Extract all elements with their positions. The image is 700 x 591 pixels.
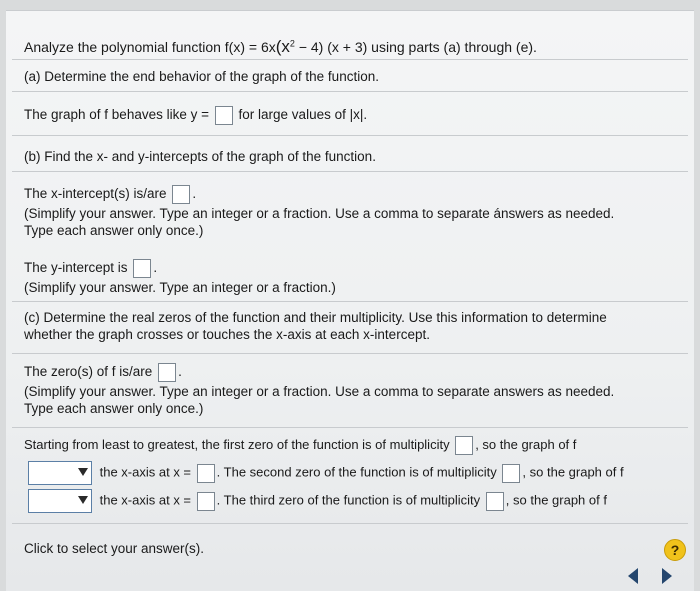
- divider: [12, 523, 688, 524]
- part-a-sentence: The graph of f behaves like y = for large values of |x|.: [24, 106, 367, 125]
- part-b-label: (b) Find the x- and y-intercepts of the graph of the function.: [24, 149, 376, 164]
- question-header: Analyze the polynomial function $f(x) = 6x(x^2 - 4) (x + 3)$ using parts (a) through (e).: [24, 37, 537, 56]
- end-behavior-input[interactable]: [215, 106, 233, 125]
- zeros-sentence: The zero(s) of f is/are .: [24, 363, 182, 382]
- multiplicity-line-1: Starting from least to greatest, the first zero of the function is of multiplicity , so the graph of f: [24, 436, 576, 455]
- third-multiplicity-input[interactable]: [486, 492, 504, 511]
- next-arrow-icon[interactable]: [662, 568, 672, 584]
- second-zero-behavior-select[interactable]: [28, 489, 92, 513]
- first-multiplicity-input[interactable]: [455, 436, 473, 455]
- zeros-note: (Simplify your answer. Type an integer or a fraction. Use a comma to separate answers as needed. Type each answer only once.): [24, 384, 615, 416]
- second-zero-input[interactable]: [197, 492, 215, 511]
- x-intercept-note: (Simplify your answer. Type an integer or a fraction. Use a comma to separate ánswers as needed. Type each answer only once.): [24, 206, 615, 238]
- help-icon[interactable]: ?: [664, 539, 686, 561]
- first-zero-behavior-select[interactable]: [28, 461, 92, 485]
- divider: [12, 91, 688, 92]
- y-intercept-sentence: The y-intercept is .: [24, 259, 157, 278]
- zeros-input[interactable]: [158, 363, 176, 382]
- first-zero-input[interactable]: [197, 464, 215, 483]
- second-multiplicity-input[interactable]: [502, 464, 520, 483]
- y-intercept-note: (Simplify your answer. Type an integer or a fraction.): [24, 280, 336, 295]
- x-intercept-sentence: The x-intercept(s) is/are .: [24, 185, 196, 204]
- multiplicity-line-3: the x-axis at x = . The third zero of the function is of multiplicity , so the graph of f: [28, 489, 607, 513]
- footer-instruction: Click to select your answer(s).: [24, 541, 205, 556]
- divider: [12, 427, 688, 428]
- divider: [12, 171, 688, 172]
- dropdown-arrow-icon: [78, 496, 88, 504]
- part-a-label: (a) Determine the end behavior of the graph of the function.: [24, 69, 379, 84]
- divider: [12, 59, 688, 60]
- previous-arrow-icon[interactable]: [628, 568, 638, 584]
- divider: [12, 135, 688, 136]
- x-intercept-input[interactable]: [172, 185, 190, 204]
- multiplicity-line-2: the x-axis at x = . The second zero of the function is of multiplicity , so the graph of f: [28, 461, 624, 485]
- part-c-label: (c) Determine the real zeros of the function and their multiplicity. Use this information to determine whether the graph crosses or touches the x-axis at each x-intercept.: [24, 310, 607, 342]
- divider: [12, 353, 688, 354]
- y-intercept-input[interactable]: [133, 259, 151, 278]
- question-panel: [6, 10, 694, 591]
- dropdown-arrow-icon: [78, 468, 88, 476]
- divider: [12, 301, 688, 302]
